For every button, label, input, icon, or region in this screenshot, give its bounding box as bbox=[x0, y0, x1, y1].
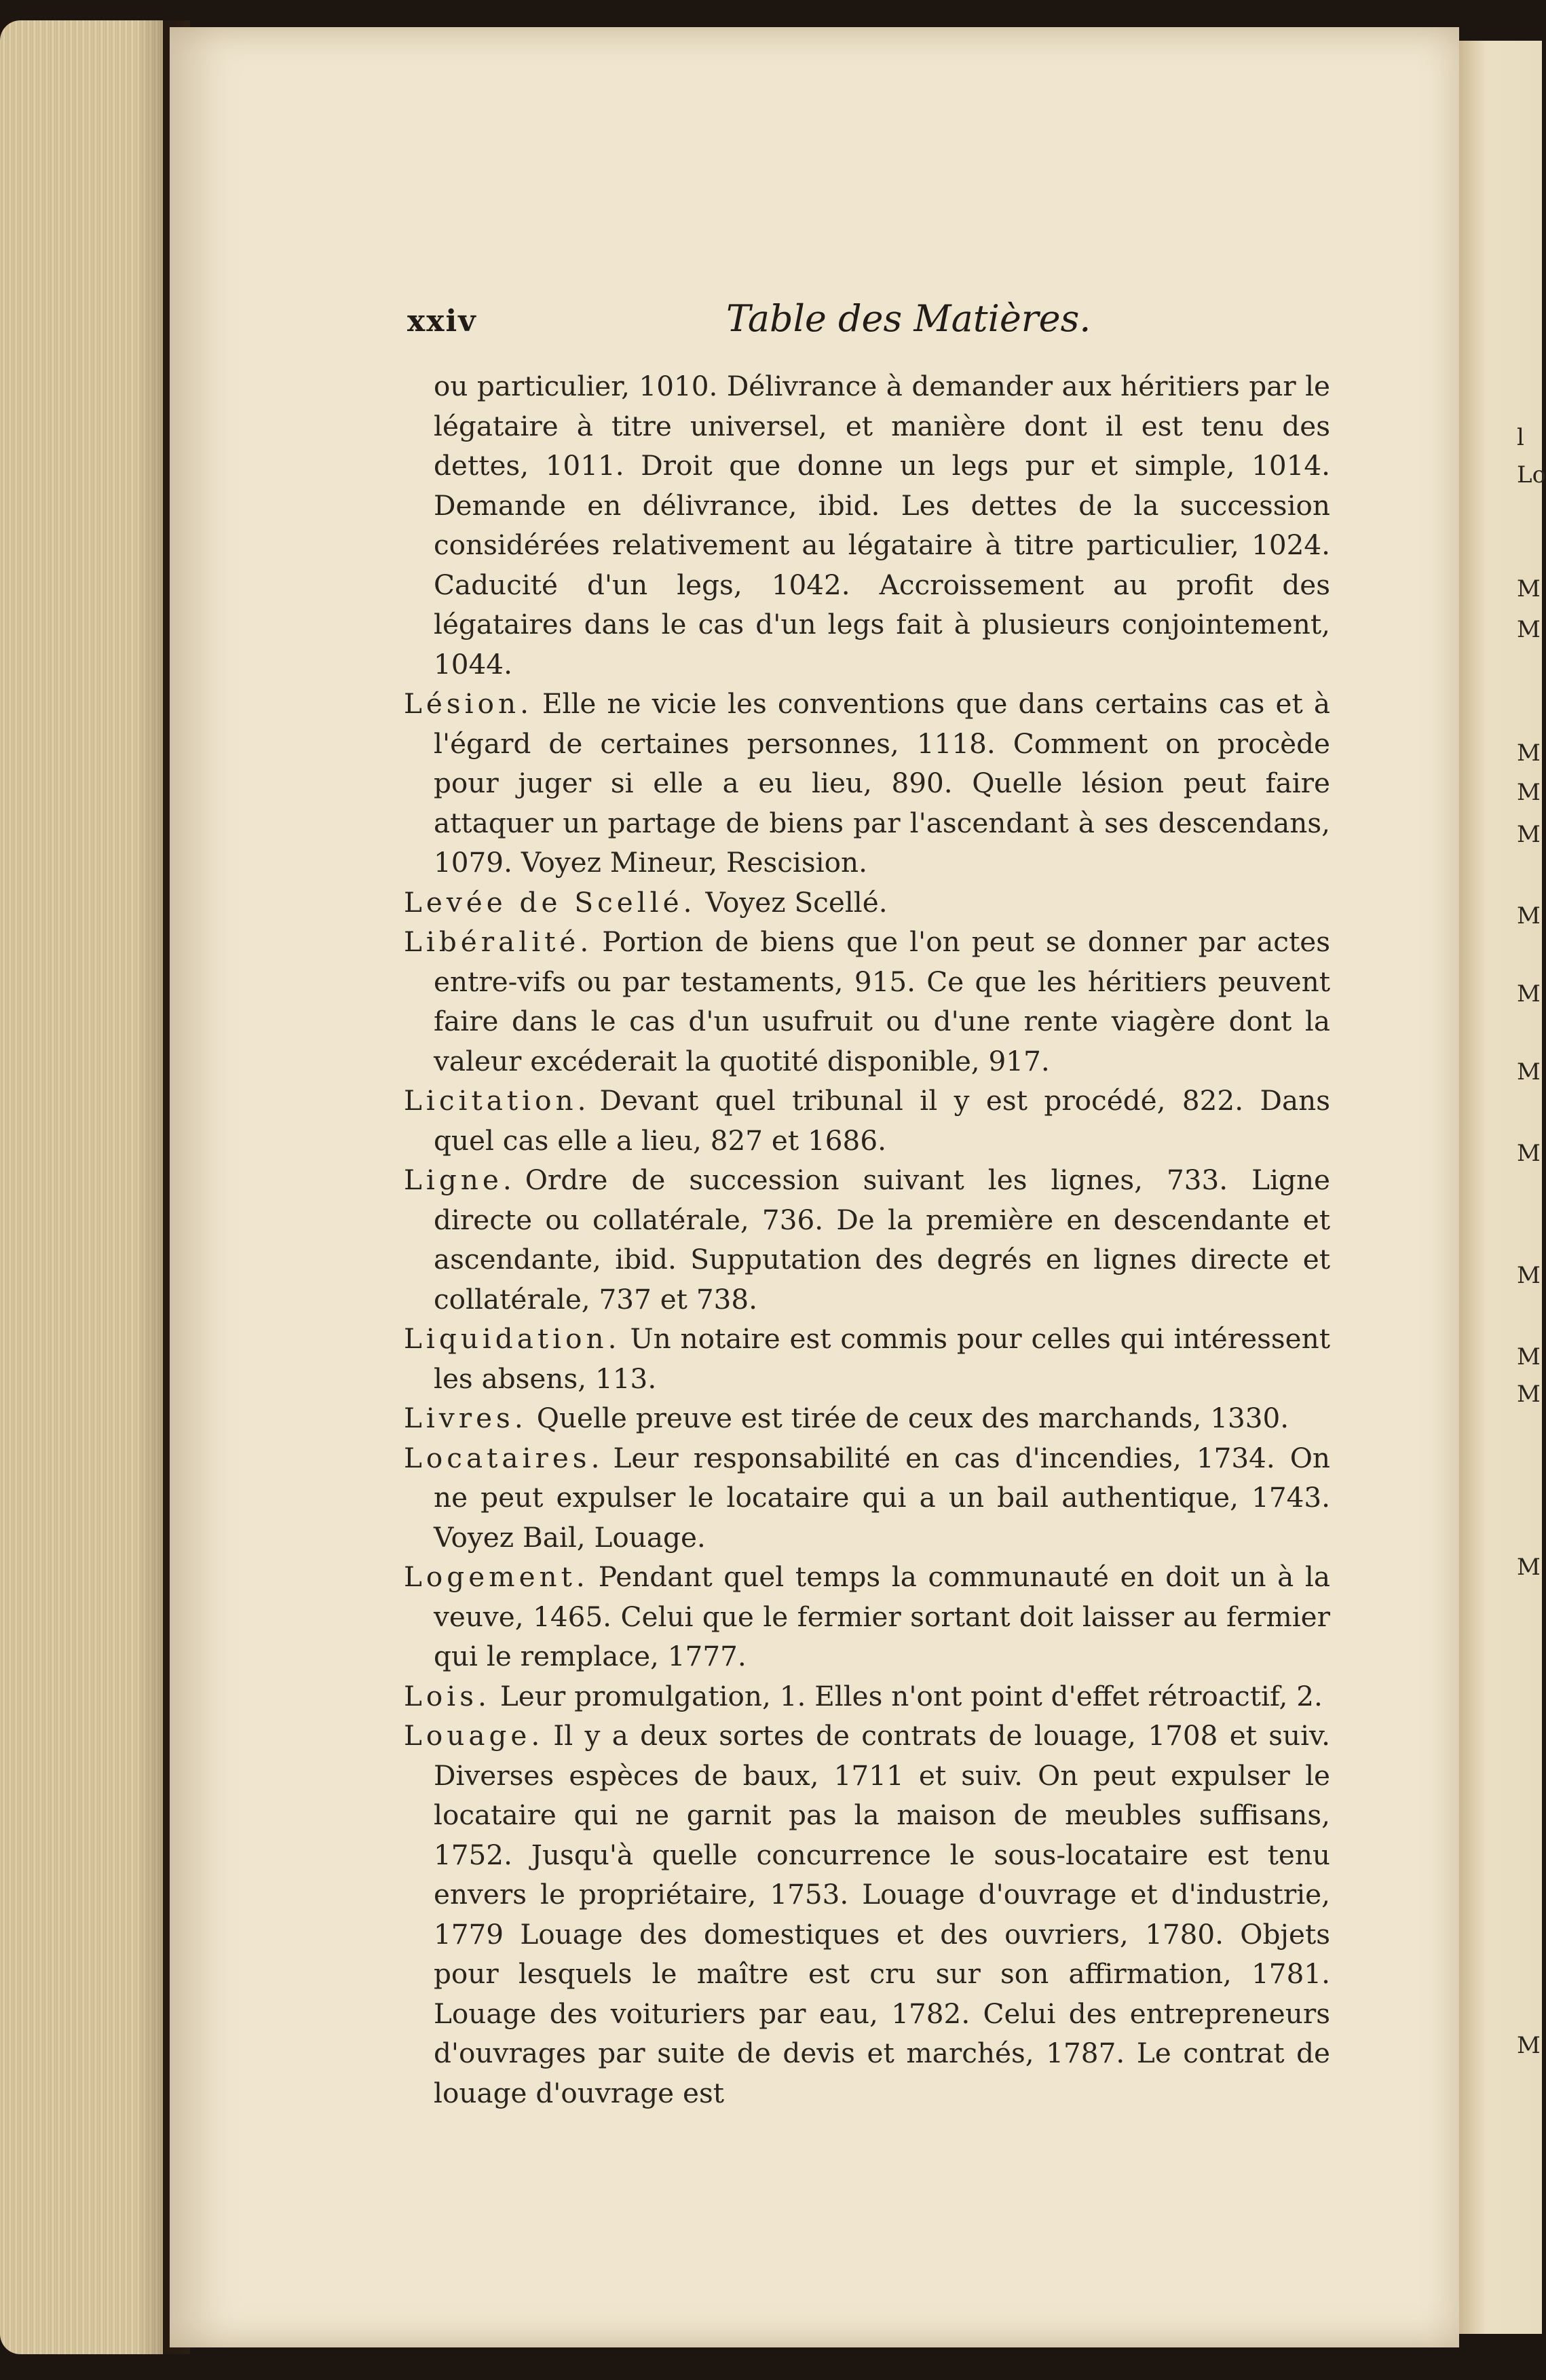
entry-text: Devant quel tribunal il y est procédé, 822. Dans quel cas elle a lieu, 827 et 1686. bbox=[434, 1084, 1330, 1157]
entry-text: Ordre de succession suivant les lignes, 733. Ligne directe ou collatérale, 736. De la première en descendante et ascendante, ibid. Supputation des degrés en lignes directe et collatérale, 737 et 738. bbox=[434, 1164, 1330, 1316]
entry-text: Portion de biens que l'on peut se donner par actes entre-vifs ou par testaments, 915. Ce que les héritiers peuvent faire dans le cas d'un usufruit ou d'une rente viagère dont la valeur excéderait la quotité disponible, 917. bbox=[434, 925, 1330, 1077]
index-entry bbox=[404, 1438, 1330, 1558]
index-entry bbox=[404, 1398, 1330, 1438]
entry-head: Ligne. bbox=[404, 1164, 516, 1196]
index-entry bbox=[404, 1081, 1330, 1160]
facing-glyph: l bbox=[1517, 424, 1524, 451]
entry-head: Libéralité. bbox=[404, 925, 593, 958]
facing-glyph: M bbox=[1517, 575, 1541, 602]
facing-glyph: M bbox=[1517, 1140, 1541, 1167]
index-text bbox=[404, 366, 1330, 2113]
facing-glyph: M bbox=[1517, 1381, 1541, 1408]
facing-glyph: Lo bbox=[1517, 461, 1546, 488]
facing-glyph: M bbox=[1517, 1343, 1541, 1370]
running-title: Table des Matières. bbox=[726, 297, 1091, 340]
index-entry bbox=[404, 1716, 1330, 2113]
facing-glyph: M bbox=[1517, 740, 1541, 767]
index-entry bbox=[404, 1676, 1330, 1716]
page-number: xxiv bbox=[407, 304, 477, 339]
facing-glyph: M bbox=[1517, 616, 1541, 643]
entry-text: Un notaire est commis pour celles qui intéressent les absens, 113. bbox=[434, 1322, 1330, 1395]
index-entry bbox=[404, 883, 1330, 923]
entry-text: Quelle preuve est tirée de ceux des marchands, 1330. bbox=[536, 1402, 1289, 1434]
page-header bbox=[407, 297, 1357, 351]
facing-glyph: M bbox=[1517, 1058, 1541, 1086]
facing-glyph: M bbox=[1517, 779, 1541, 806]
entry-text: Elle ne vicie les conventions que dans certains cas et à l'égard de certaines personnes, 1118. Comment on procède pour juger si elle a eu lieu, 890. Quelle lésion peut faire attaquer un partage de biens par l'ascendant à ses descendans, 1079. Voyez Mineur, Rescision. bbox=[434, 687, 1330, 879]
index-entry bbox=[404, 922, 1330, 1081]
facing-page-edge bbox=[1459, 41, 1542, 2334]
index-entry bbox=[404, 1557, 1330, 1676]
entry-head: Liquidation. bbox=[404, 1322, 621, 1355]
entry-text: Voyez Scellé. bbox=[705, 885, 888, 919]
entry-text: Pendant quel temps la communauté en doit un à la veuve, 1465. Celui que le fermier sortant doit laisser au fermier qui le remplace, 1777. bbox=[434, 1560, 1330, 1672]
entry-text: ou particulier, 1010. Délivrance à demander aux héritiers par le légataire à titre universel, et manière dont il est tenu des dettes, 1011. Droit que donne un legs pur et simple, 1014. Demande en délivrance, ibid. Les dettes de la succession considérées relativement au légataire à titre particulier, 1024. Caducité d'un legs, 1042. Accroissement au profit des légataires dans le cas d'un legs fait à plusieurs conjointement, 1044. bbox=[434, 370, 1330, 680]
facing-glyph: M bbox=[1517, 2032, 1541, 2059]
entry-text: Leur responsabilité en cas d'incendies, 1734. On ne peut expulser le locataire qui a un bail authentique, 1743. Voyez Bail, Louage. bbox=[434, 1441, 1330, 1554]
facing-glyph: M bbox=[1517, 1554, 1541, 1581]
index-entry bbox=[404, 1160, 1330, 1319]
entry-head: Livres. bbox=[404, 1402, 527, 1434]
facing-glyph: M bbox=[1517, 821, 1541, 848]
entry-head: Lésion. bbox=[404, 687, 533, 720]
facing-glyph: M bbox=[1517, 980, 1541, 1007]
entry-head: Louage. bbox=[404, 1719, 544, 1752]
entry-head: Locataires. bbox=[404, 1441, 604, 1474]
index-entry bbox=[404, 684, 1330, 883]
entry-head: Lois. bbox=[404, 1679, 491, 1712]
entry-head: Licitation. bbox=[404, 1084, 590, 1117]
entry-head: Levée de Scellé. bbox=[404, 885, 696, 919]
entry-head: Logement. bbox=[404, 1560, 589, 1593]
facing-glyph: M bbox=[1517, 1262, 1541, 1289]
entry-text: Il y a deux sortes de contrats de louage, 1708 et suiv. Diverses espèces de baux, 1711 et suiv. On peut expulser le locataire qui ne garnit pas la maison de meubles suffisans, 1752. Jusqu'à quelle concurrence le sous-locataire est tenu envers le propriétaire, 1753. Louage d'ouvrage et d'industrie, 1779 Louage des domestiques et des ouvriers, 1780. Objets pour lesquels le maître est cru sur son affirmation, 1781. Louage des voituriers par eau, 1782. Celui des entrepreneurs d'ouvrages par suite de devis et marchés, 1787. Le contrat de louage d'ouvrage est bbox=[434, 1719, 1330, 2109]
facing-glyph: M bbox=[1517, 902, 1541, 929]
index-entry bbox=[404, 1319, 1330, 1398]
index-entry bbox=[404, 366, 1330, 684]
entry-text: Leur promulgation, 1. Elles n'ont point d'effet rétroactif, 2. bbox=[499, 1679, 1323, 1712]
